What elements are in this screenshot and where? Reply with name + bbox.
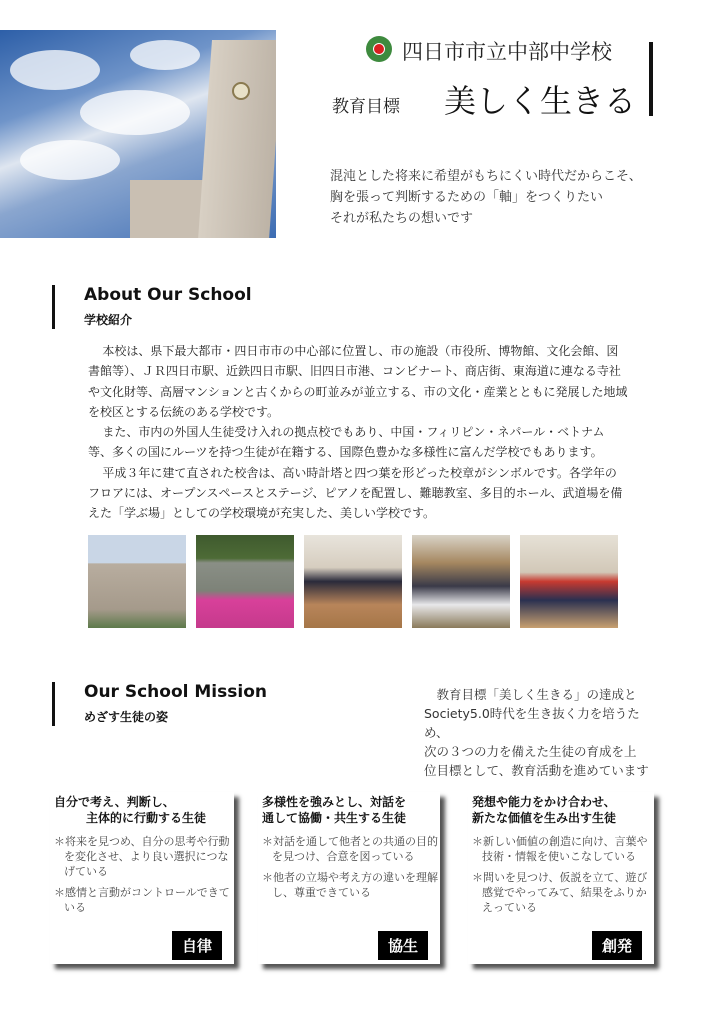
card-badge: 協生 [378,931,428,960]
paragraph: また、市内の外国人生徒受け入れの拠点校でもあり、中国・フィリピン・ネパール・ベトナム等、多くの国にルーツを持つ生徒が在籍する、国際色豊かな多様性に富んだ学校でもあります。 [88,425,605,460]
card-title-line: 自分で考え、判断し、 [54,795,175,809]
card-title [472,794,616,826]
card-title [54,794,206,826]
card-title-line: 新たな価値を生み出す生徒 [472,811,617,825]
students-presentation-photo [520,535,618,628]
school-monument-photo [196,535,294,628]
paragraph: 本校は、県下最大都市・四日市市の中心部に位置し、市の施設（市役所、博物館、文化会館、図書館等）、ＪＲ四日市駅、近鉄四日市駅、旧四日市港、コンビナート、商店街、東海道に連なる寺社や文化財等、高層マンションと古くからの町並みが並立する、市の文化・産業とともに発展した地域を校区とする伝統のある学校です。 [88,344,628,419]
card-badge: 自律 [172,931,222,960]
mission-card-coexistence [258,792,440,964]
card-item: ＊対話を通して他者との共通の目的を見つけ、合意を図っている [262,835,438,863]
divider [52,285,55,329]
mission-card-creation [468,792,654,964]
students-hallway-photo [304,535,402,628]
mission-card-autonomy [50,792,234,964]
card-item: ＊他者の立場や考え方の違いを理解し、尊重できている [262,871,438,899]
school-name: 四日市市立中部中学校 [402,40,612,64]
card-item: ＊問いを見つけ、仮説を立て、遊び感覚でやってみて、結果をふりかえっている [472,871,648,914]
school-building-photo [0,30,276,238]
card-item: ＊新しい価値の創造に向け、言葉や技術・情報を使いこなしている [472,835,648,863]
paragraph: 平成３年に建て直された校舎は、高い時計塔と四つ葉を形どった校章がシンボルです。各学年のフロアには、オープンスペースとステージ、ピアノを配置し、難聴教室、多目的ホール、武道場を備えた「学ぶ場」としての学校環境が充実した、美しい学校です。 [88,465,623,521]
school-gate-photo [88,535,186,628]
intro-line: 胸を張って判断するための「軸」をつくりたい [330,190,604,205]
mission-title: Our School Mission [84,682,267,702]
intro-text [330,166,642,229]
about-title: About Our School [84,285,252,305]
about-subtitle: 学校紹介 [84,313,133,327]
card-title [262,794,406,826]
mission-intro-line: Society5.0時代を生き抜く力を培うため、 [424,706,640,740]
divider [52,682,55,726]
mission-subtitle: めざす生徒の姿 [84,710,169,724]
card-item: ＊感情と言動がコントロールできている [54,886,230,914]
card-title-line: 多様性を強みとし、対話を [262,795,407,809]
goal-label: 教育目標 [332,97,400,117]
mission-intro-line: 位目標として、教育活動を進めています [424,763,649,778]
card-title-line: 通して協働・共生する生徒 [262,811,407,825]
card-title-line: 発想や能力をかけ合わせ、 [472,795,616,809]
intro-line: 混沌とした将来に希望がもちにくい時代だからこそ、 [330,169,642,184]
mission-intro [424,685,660,780]
card-title-line: 主体的に行動する生徒 [86,811,207,825]
students-seated-photo [412,535,510,628]
divider [649,42,653,116]
school-emblem-icon [366,36,392,62]
card-badge: 創発 [592,931,642,960]
intro-line: それが私たちの想いです [330,211,474,226]
mission-intro-line: 教育目標「美しく生きる」の達成と [436,687,637,702]
card-item: ＊将来を見つめ、自分の思考や行動を変化させ、より良い選択につなげている [54,835,230,878]
mission-intro-line: 次の３つの力を備えた生徒の育成を上 [424,744,637,759]
goal-main: 美しく生きる [444,82,637,120]
about-text [88,341,628,524]
